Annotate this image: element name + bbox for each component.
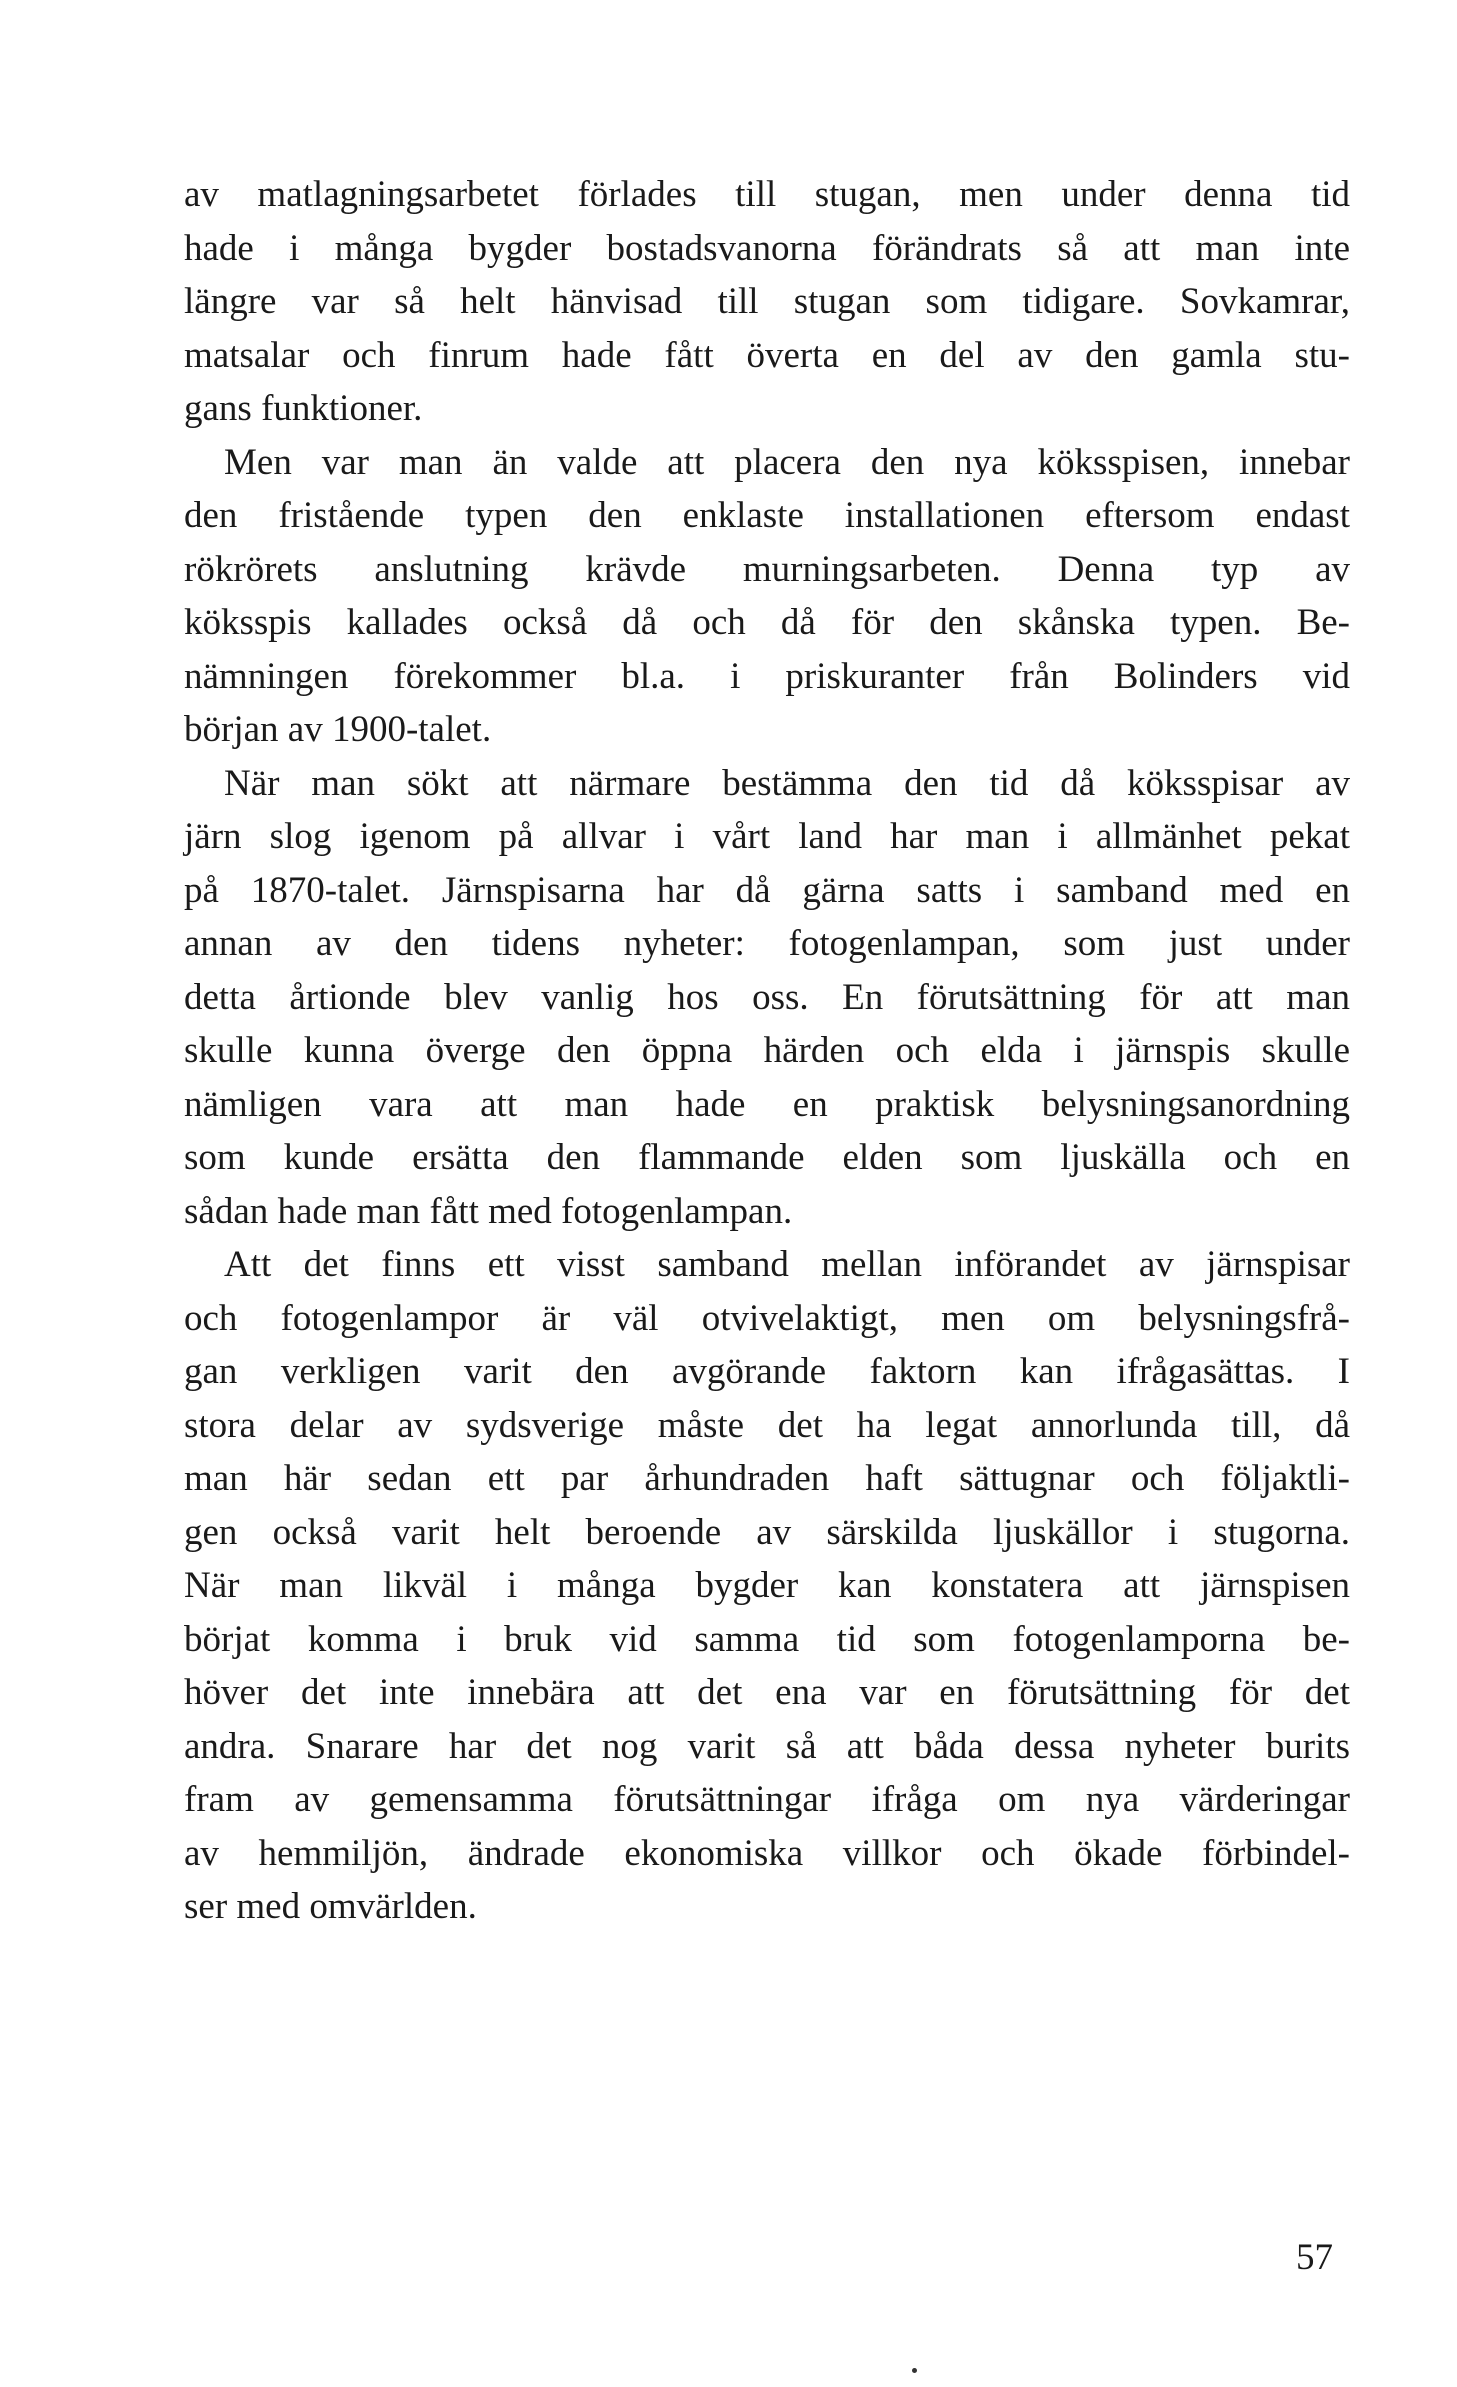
text-line: gen också varit helt beroende av särskilda ljuskällor i stugorna. — [184, 1511, 1350, 1553]
body-text — [184, 168, 1350, 1934]
text-line: börjat komma i bruk vid samma tid som fotogenlamporna be- — [184, 1618, 1350, 1660]
text-line: detta årtionde blev vanlig hos oss. En förutsättning för att man — [184, 976, 1350, 1018]
text-line: matsalar och finrum hade fått överta en del av den gamla stu- — [184, 334, 1350, 376]
text-line: nämligen vara att man hade en praktisk belysningsanordning — [184, 1083, 1350, 1125]
text-line: järn slog igenom på allvar i vårt land har man i allmänhet pekat — [184, 816, 1350, 857]
text-line: Att det finns ett visst samband mellan införandet av järnspisar — [224, 1244, 1350, 1285]
text-line: När man sökt att närmare bestämma den tid då köksspisar av — [224, 762, 1350, 804]
text-line: hade i många bygder bostadsvanorna förändrats så att man inte — [184, 227, 1350, 269]
text-line: fram av gemensamma förutsättningar ifråga om nya värderingar — [184, 1779, 1350, 1820]
text-line: början av 1900-talet. — [184, 709, 492, 750]
text-line: av matlagningsarbetet förlades till stugan, men under denna tid — [184, 174, 1350, 215]
text-line: och fotogenlampor är väl otvivelaktigt, men om belysningsfrå- — [184, 1297, 1350, 1339]
text-line: annan av den tidens nyheter: fotogenlampan, som just under — [184, 923, 1350, 964]
text-line: sådan hade man fått med fotogenlampan. — [184, 1190, 793, 1232]
print-speck — [912, 2368, 917, 2373]
text-line: När man likväl i många bygder kan konstatera att järnspisen — [184, 1565, 1350, 1606]
text-line: gans funktioner. — [184, 388, 423, 429]
text-line: den fristående typen den enklaste installationen eftersom endast — [184, 495, 1350, 536]
text-line: rökrörets anslutning krävde murningsarbeten. Denna typ av — [184, 548, 1350, 590]
text-line: man här sedan ett par århundraden haft sättugnar och följaktli- — [184, 1458, 1350, 1499]
text-line: som kunde ersätta den flammande elden som ljuskälla och en — [184, 1137, 1350, 1178]
text-line: nämningen förekommer bl.a. i priskuranter från Bolinders vid — [184, 655, 1350, 697]
text-line: köksspis kallades också då och då för den skånska typen. Be- — [184, 602, 1350, 643]
text-line: skulle kunna överge den öppna härden och elda i järnspis skulle — [184, 1030, 1350, 1071]
text-line: längre var så helt hänvisad till stugan som tidigare. Sovkamrar, — [184, 281, 1350, 322]
text-line: gan verkligen varit den avgörande faktorn kan ifrågasättas. I — [184, 1351, 1350, 1392]
text-line: på 1870-talet. Järnspisarna har då gärna satts i samband med en — [184, 869, 1350, 911]
text-line: av hemmiljön, ändrade ekonomiska villkor och ökade förbindel- — [184, 1832, 1350, 1874]
text-line: ser med omvärlden. — [184, 1886, 477, 1927]
text-line: stora delar av sydsverige måste det ha legat annorlunda till, då — [184, 1404, 1350, 1446]
text-line: höver det inte innebära att det ena var en förutsättning för det — [184, 1672, 1350, 1713]
text-line: Men var man än valde att placera den nya köksspisen, innebar — [224, 441, 1350, 483]
text-line: andra. Snarare har det nog varit så att båda dessa nyheter burits — [184, 1725, 1350, 1767]
page-number: 57 — [1296, 2237, 1333, 2278]
